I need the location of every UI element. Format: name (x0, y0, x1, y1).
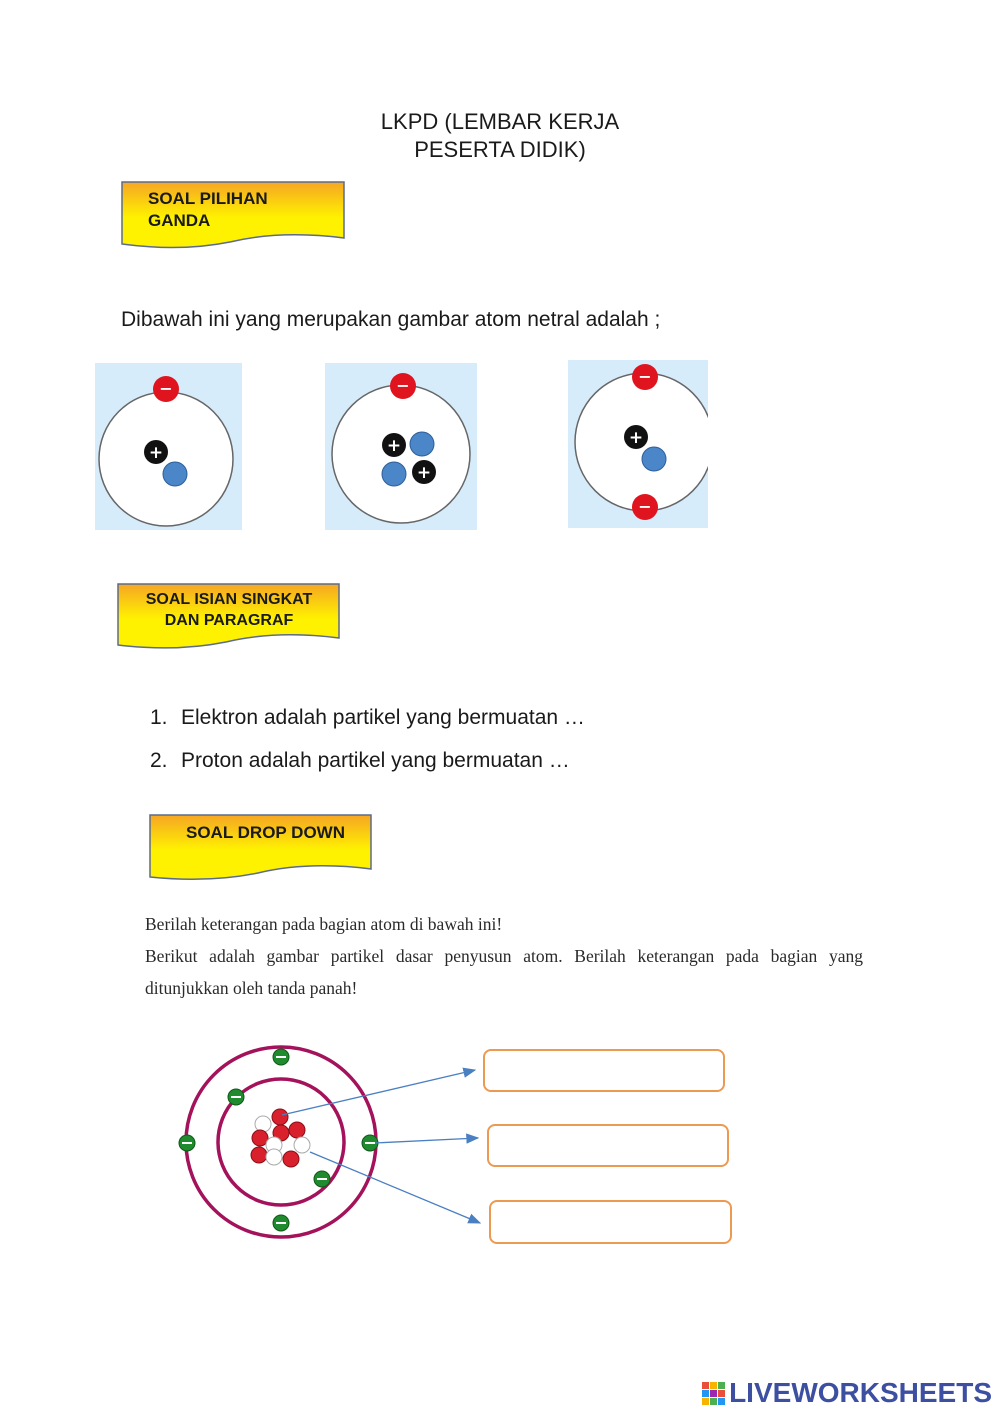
atom-option-b[interactable] (325, 363, 477, 530)
item-number: 1. (150, 706, 168, 729)
section-banner-drop-down (148, 813, 374, 885)
banner-label-line1: SOAL PILIHAN (148, 189, 268, 208)
neutron (410, 432, 434, 456)
liveworksheets-logo (701, 1376, 992, 1410)
list-item (150, 706, 585, 730)
answer-dropdown-1[interactable] (483, 1049, 725, 1092)
atom-option-a[interactable] (95, 363, 242, 530)
atom-diagram (170, 1040, 490, 1240)
instruction-text-1: Berilah keterangan pada bagian atom di bawah ini! (145, 914, 503, 934)
instruction-text-2: Berikut adalah gambar partikel dasar penyusun atom. Berilah keterangan pada bagian yang ditunjukkan oleh tanda panah! (145, 946, 863, 998)
banner-label-line1: SOAL ISIAN SINGKAT (145, 591, 313, 608)
answer-dropdown-3[interactable] (489, 1200, 732, 1244)
section-banner-short-answer (116, 582, 342, 654)
plus-sign: + (148, 443, 164, 463)
item-text: Proton adalah partikel yang bermuatan … (181, 749, 570, 772)
minus-sign: − (638, 497, 652, 516)
minus-sign: − (638, 367, 652, 386)
logo-icon (701, 1380, 727, 1406)
item-number: 2. (150, 749, 168, 772)
page-title (0, 108, 1000, 164)
item-text: Elektron adalah partikel yang bermuatan … (181, 706, 585, 729)
page-title-line1: LKPD (LEMBAR KERJA (380, 109, 620, 134)
neutron (163, 462, 187, 486)
pointer-arrow-2 (375, 1138, 478, 1143)
neutron (382, 462, 406, 486)
plus-sign: + (416, 463, 432, 483)
atom-diagram-svg (170, 1040, 490, 1240)
neutron (642, 447, 666, 471)
list-item (150, 749, 570, 773)
atom-option-c[interactable] (568, 360, 708, 528)
plus-sign: + (386, 436, 402, 456)
answer-dropdown-2[interactable] (487, 1124, 729, 1167)
page-title-line2: PESERTA DIDIK) (414, 137, 586, 162)
logo-text: LIVEWORKSHEETS (729, 1377, 992, 1408)
nucleus (251, 1109, 310, 1167)
minus-sign: − (396, 376, 410, 395)
banner-label-line2: DAN PARAGRAF (164, 612, 294, 629)
banner-label-line1: SOAL DROP DOWN (186, 823, 345, 842)
section-banner-multiple-choice (120, 180, 346, 252)
plus-sign: + (628, 428, 644, 448)
pointer-arrow-1 (282, 1070, 475, 1115)
multiple-choice-question: Dibawah ini yang merupakan gambar atom netral adalah ; (121, 308, 661, 331)
minus-sign: − (159, 379, 173, 398)
pointer-arrow-3 (310, 1152, 480, 1223)
banner-label-line2: GANDA (148, 211, 211, 230)
